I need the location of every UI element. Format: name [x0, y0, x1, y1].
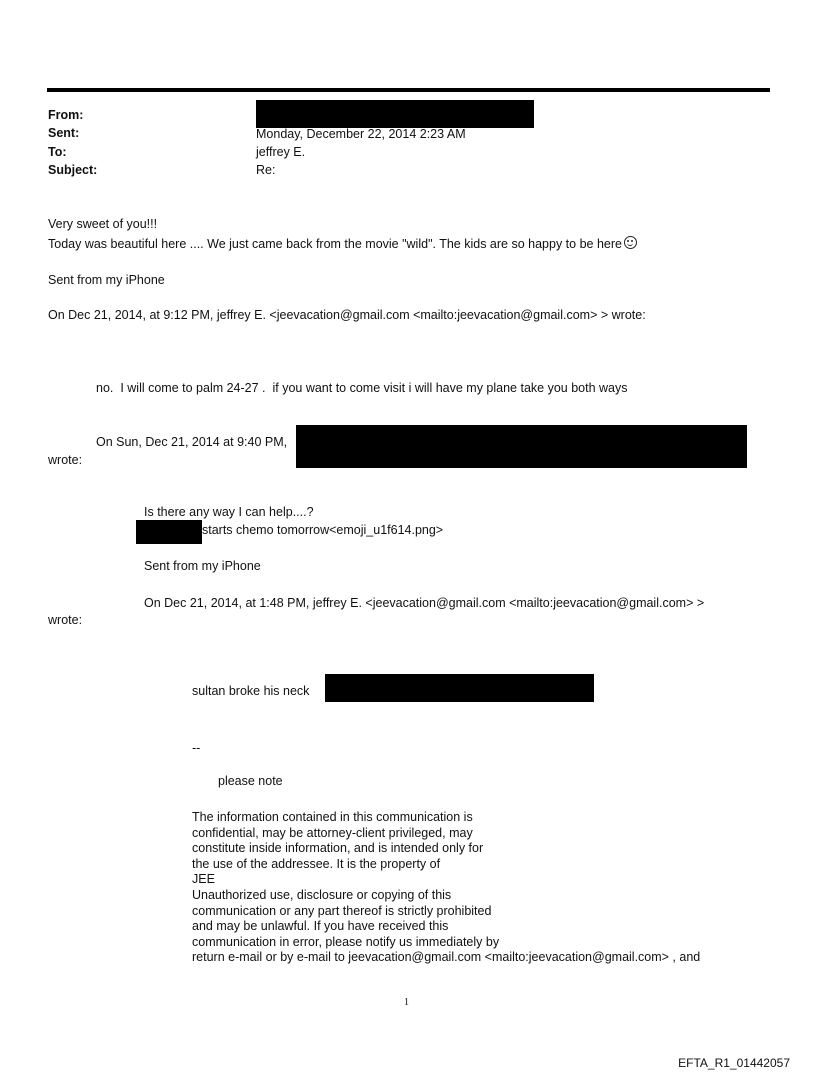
subject-label: Subject:: [48, 163, 98, 177]
disclaimer-line: JEE: [192, 872, 215, 887]
disclaimer-line: confidential, may be attorney-client privileged, may: [192, 825, 473, 840]
from-label: From:: [48, 108, 84, 122]
disclaimer-line: return e-mail or by e-mail to jeevacation@gmail.com <mailto:jeevacation@gmail.com> , and: [192, 950, 701, 965]
page-number: 1: [404, 997, 409, 1008]
sent-label: Sent:: [48, 126, 80, 140]
sent-from-iphone: Sent from my iPhone: [48, 273, 165, 287]
disclaimer-line: Unauthorized use, disclosure or copying of this: [192, 887, 452, 902]
disclaimer-line: communication in error, please notify us immediately by: [192, 934, 500, 949]
reply-2-sent-from: Sent from my iPhone: [144, 559, 261, 573]
quote-2-intro: On Sun, Dec 21, 2014 at 9:40 PM,: [96, 435, 288, 449]
sent-value: Monday, December 22, 2014 2:23 AM: [256, 127, 466, 141]
subject-value: Re:: [256, 163, 276, 177]
smiley-face-icon: [624, 236, 637, 249]
document-id: EFTA_R1_01442057: [678, 1056, 790, 1070]
body-line-2: [48, 236, 637, 252]
from-redaction: [256, 100, 534, 128]
header-rule: [47, 88, 770, 92]
disclaimer-line: communication or any part thereof is strictly prohibited: [192, 903, 492, 918]
disclaimer-line: The information contained in this communication is: [192, 810, 473, 824]
name-redaction: [136, 520, 202, 544]
quote-2-wrote: wrote:: [48, 453, 83, 467]
body-line-1: Very sweet of you!!!: [48, 217, 158, 231]
to-value: jeffrey E.: [256, 145, 306, 159]
body-line-2-text: Today was beautiful here .... We just came back from the movie "wild". The kids are so happy to be here: [48, 237, 622, 251]
reply-1: no. I will come to palm 24-27 . if you want to come visit i will have my plane take you both ways: [96, 381, 628, 395]
signature-dashes: --: [192, 741, 201, 755]
reply-3: sultan broke his neck: [192, 684, 310, 698]
to-label: To:: [48, 145, 67, 159]
reply-2-line-2: starts chemo tomorrow<emoji_u1f614.png>: [202, 523, 444, 537]
disclaimer-line: and may be unlawful. If you have received this: [192, 919, 449, 934]
quote-1-intro: On Dec 21, 2014, at 9:12 PM, jeffrey E. <jeevacation@gmail.com <mailto:jeevacation@gmail.com> > wrote:: [48, 308, 646, 322]
quote-3-wrote: wrote:: [48, 613, 83, 627]
reply-2-line-1: Is there any way I can help....?: [144, 505, 314, 519]
reply-3-redaction: [325, 674, 594, 702]
disclaimer-line: constitute inside information, and is intended only for: [192, 841, 484, 856]
confidentiality-disclaimer: [192, 810, 700, 966]
disclaimer-line: the use of the addressee. It is the property of: [192, 856, 441, 871]
quote-3-intro: On Dec 21, 2014, at 1:48 PM, jeffrey E. <jeevacation@gmail.com <mailto:jeevacation@gmail.com> >: [144, 596, 705, 610]
sender-redaction: [296, 425, 747, 468]
please-note: please note: [218, 774, 283, 788]
